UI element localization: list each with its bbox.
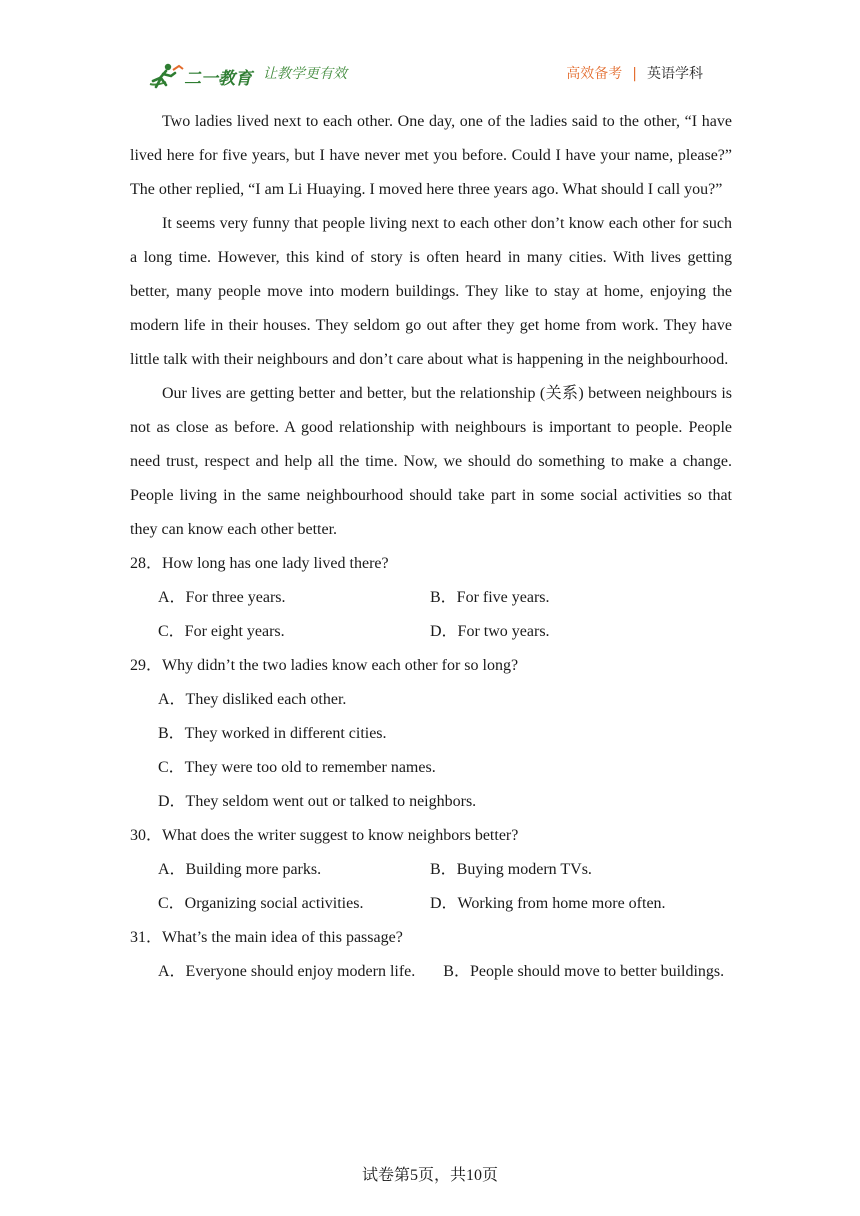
logo-icon	[146, 60, 262, 92]
question-stem: 28．How long has one lady lived there?	[130, 555, 389, 572]
option-b[interactable]: B．For five years.	[430, 589, 550, 606]
subject-label: 英语学科	[647, 66, 703, 82]
question-stem: 30．What does the writer suggest to know neighbors better?	[130, 827, 519, 844]
question-options	[130, 853, 732, 921]
question-31	[130, 921, 732, 989]
option-a[interactable]: A．Building more parks.	[158, 861, 322, 878]
passage-paragraph: It seems very funny that people living next to each other don’t know each other for such a long time. However, this kind of story is often heard in many cities. With lives getting better, many people move into modern buildings. They like to stay at home, enjoying the modern life in their houses. They seldom go out after they get home from work. They have little talk with their neighbours and don’t care about what is happening in the neighbourhood.	[130, 215, 732, 368]
options-wrap	[158, 955, 732, 989]
passage-paragraph: Our lives are getting better and better, but the relationship (关系) between neighbours is not as close as before. A good relationship with neighbours is important to people. People need trust, respect and help all the time. Now, we should do something to make a change. People living in the same neighbourhood should take part in some social activities so that they can know each other better.	[130, 385, 732, 538]
option-a[interactable]: A．Everyone should enjoy modern life.	[158, 963, 416, 980]
options-row	[158, 853, 732, 887]
option-b[interactable]: B．They worked in different cities.	[158, 725, 387, 742]
option-c[interactable]: C．Organizing social activities.	[158, 895, 364, 912]
page-footer: 试卷第5页，共10页	[361, 1167, 498, 1184]
question-options	[130, 683, 732, 819]
header-separator: |	[632, 66, 637, 82]
options-row	[158, 581, 732, 615]
question-options	[130, 581, 732, 649]
question-options	[130, 955, 732, 989]
option-a[interactable]: A．For three years.	[158, 589, 286, 606]
page-header	[0, 58, 860, 94]
option-b[interactable]: B．People should move to better buildings.	[443, 963, 725, 980]
question-28	[130, 547, 732, 649]
question-stem: 29．Why didn’t the two ladies know each other for so long?	[130, 657, 519, 674]
option-d[interactable]: D．Working from home more often.	[430, 895, 666, 912]
option-c[interactable]: C．For eight years.	[158, 623, 285, 640]
option-d[interactable]: D．They seldom went out or talked to neighbors.	[158, 793, 477, 810]
slogan: 让教学更有效	[263, 66, 347, 82]
options-row	[158, 887, 732, 921]
question-stem: 31．What’s the main idea of this passage?	[130, 929, 403, 946]
option-c[interactable]: C．They were too old to remember names.	[158, 759, 436, 776]
passage-paragraph: Two ladies lived next to each other. One day, one of the ladies said to the other, “I have lived here for five years, but I have never met you before. Could I have your name, please?” The other replied, “I am Li Huaying. I moved here three years ago. What should I call you?”	[130, 113, 732, 198]
options-row	[158, 615, 732, 649]
option-b[interactable]: B．Buying modern TVs.	[430, 861, 592, 878]
option-d[interactable]: D．For two years.	[430, 623, 550, 640]
header-right	[566, 63, 703, 83]
brand-label: 高效备考	[566, 66, 623, 82]
page-content	[130, 105, 732, 989]
logo-text: 二一教育	[184, 69, 252, 89]
option-a[interactable]: A．They disliked each other.	[158, 691, 347, 708]
question-29	[130, 649, 732, 819]
question-30	[130, 819, 732, 921]
